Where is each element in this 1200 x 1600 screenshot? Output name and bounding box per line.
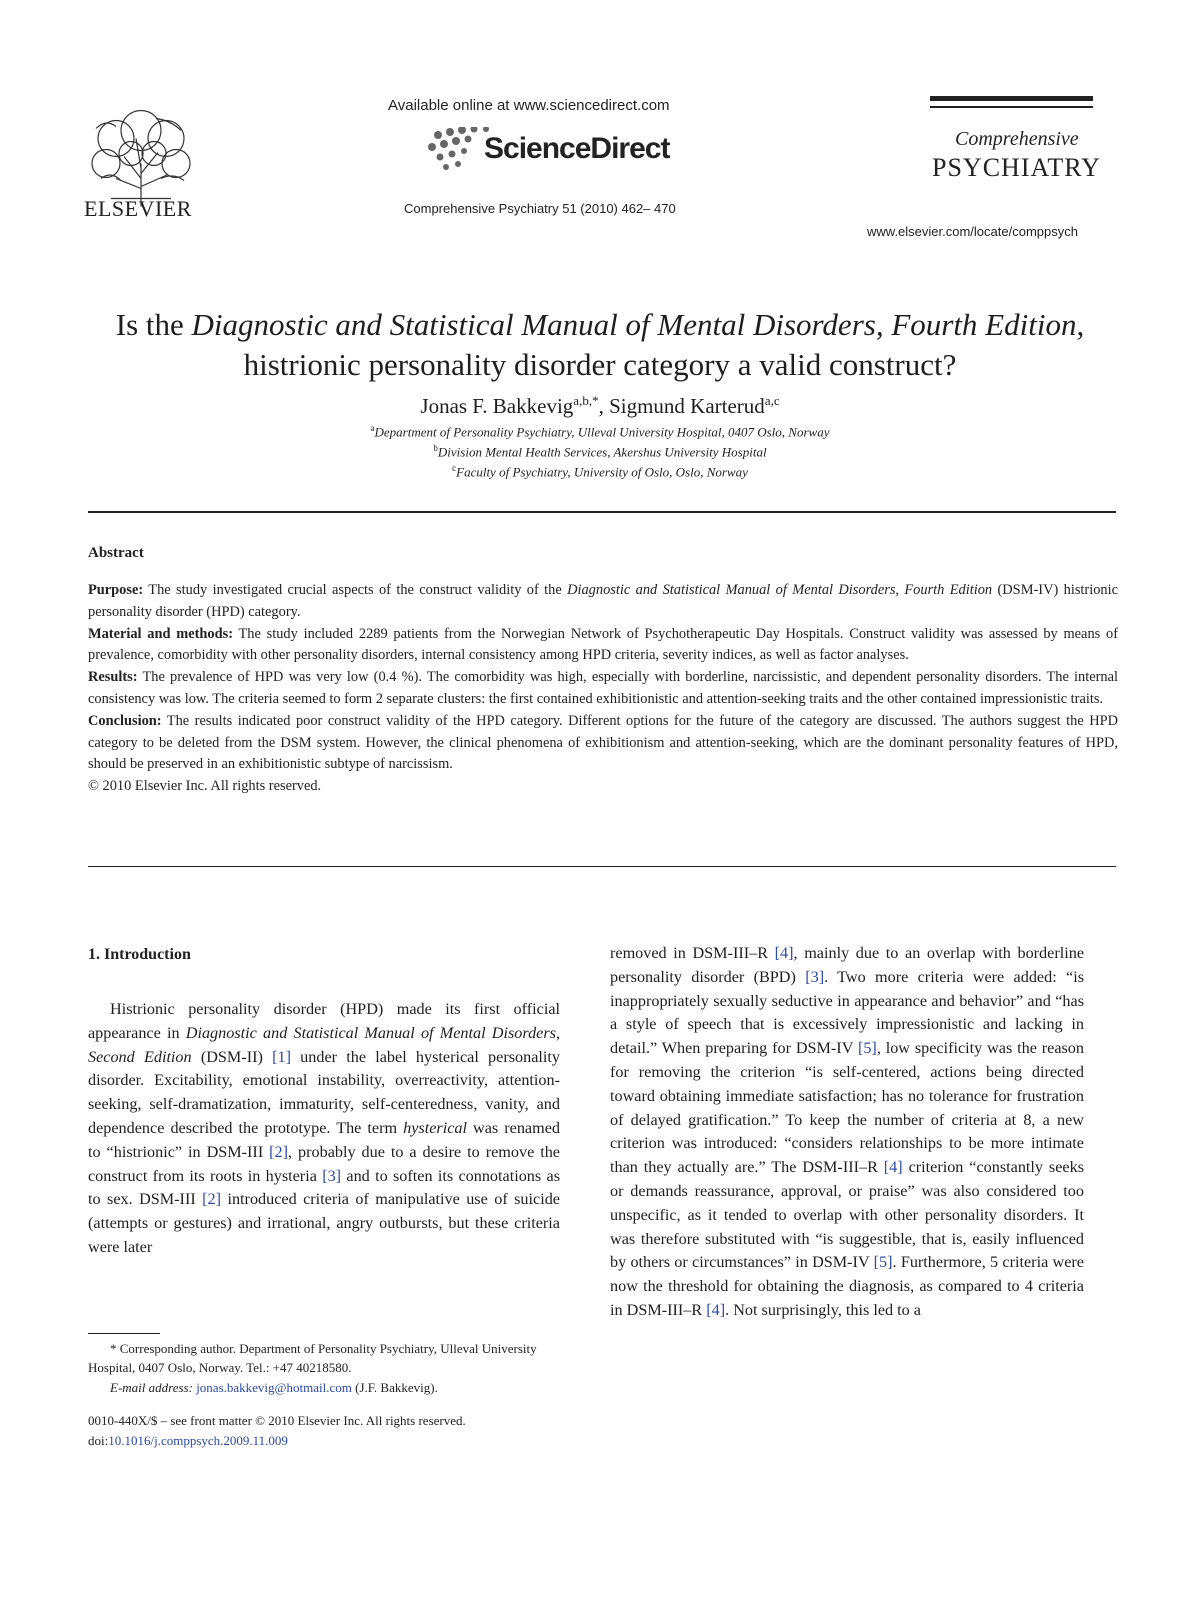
author-name[interactable]: Jonas F. Bakkevig (420, 394, 574, 418)
reference-link[interactable]: [3] (805, 967, 825, 986)
email-footnote: E-mail address: jonas.bakkevig@hotmail.com (J.F. Bakkevig). (110, 1380, 438, 1395)
body-column-left: Histrionic personality disorder (HPD) made its first official appearance in Diagnostic and Statistical Manual of Mental Disorders, Second Edition (DSM-II) [1] under the label hysterical personality disorder. Excitability, emotional instability, overreactivity, attention-seeking, self-dramatization, immaturity, self-centeredness, vanity, and dependence described the prototype. The term hysterical was renamed to “histrionic” in DSM-III [2], probably due to a desire to remove the construct from its roots in hysteria [3] and to soften its connotations as to sex. DSM-III [2] introduced criteria of manipulative use of suicide (attempts or gestures) and irrational, angry outbursts, but these criteria were later (88, 1000, 561, 1256)
reference-link[interactable]: [2] (202, 1190, 222, 1209)
publisher-name: ELSEVIER (84, 196, 192, 221)
journal-citation: Comprehensive Psychiatry 51 (2010) 462– 470 (404, 201, 676, 216)
footnote-rule (88, 1333, 160, 1334)
reference-link[interactable]: [5] (873, 1253, 893, 1272)
sciencedirect-wordmark: ScienceDirect (484, 132, 670, 165)
doi-line: doi:10.1016/j.comppsych.2009.11.009 (88, 1433, 288, 1448)
reference-link[interactable]: [5] (857, 1039, 877, 1058)
author-list: Jonas F. Bakkevig$^{a,b,*}$, Sigmund Karterud$^{a,c}$ (420, 393, 780, 418)
reference-link[interactable]: [3] (322, 1166, 342, 1185)
abstract-text: Purpose: The study investigated crucial aspects of the construct validity of the Diagnostic and Statistical Manual of Mental Disorders, Fourth Edition (DSM-IV) histrionic personality disorder (HPD) category. Material and methods: The study included 2289 patients from the Norwegian Network of Psychotherapeutic Day Hospitals. Construct validity was assessed by means of prevalence, comorbidity with other personality disorders, internal consistency among HPD criteria, severity indices, as well as factor analyses. Results: The prevalence of HPD was very low (0.4 %). The comorbidity was high, especially with borderline, narcissistic, and dependent personality disorders. The internal consistency was low. The criteria seemed to form 2 separate clusters: the first contained exhibitionistic and attention-seeking traits and the other contained impressionistic traits. Conclusion: The results indicated poor construct validity of the HPD category. Different options for the future of the category are discussed. The authors suggest the HPD category to be deleted from the DSM system. However, the clinical phenomena of exhibitionism and attention-seeking, which are the dominant personality features of HPD, should be preserved in an exhibitionistic subtype of narcissism. © 2010 Elsevier Inc. All rights reserved. (88, 580, 1118, 798)
email-link[interactable]: jonas.bakkevig@hotmail.com (196, 1380, 352, 1395)
reference-link[interactable]: [2] (269, 1142, 289, 1161)
section-heading-introduction: 1. Introduction (88, 946, 191, 963)
abstract-top-rule (88, 511, 1116, 513)
affiliation-a: $^a$Department of Personality Psychiatry, Ulleval University Hospital, 0407 Oslo, Norway (370, 423, 830, 440)
journal-name-line2: PSYCHIATRY (932, 153, 1101, 182)
affiliation-b: $^b$Division Mental Health Services, Akershus University Hospital (433, 443, 767, 460)
author-name[interactable]: Sigmund Karterud (609, 394, 765, 418)
doi-link[interactable]: 10.1016/j.comppsych.2009.11.009 (108, 1433, 288, 1448)
corresponding-author-footnote: * Corresponding author. Department of Personality Psychiatry, Ulleval University Hospital, 0407 Oslo, Norway. Tel.: +47 40218580. (88, 1341, 537, 1375)
reference-link[interactable]: [1] (272, 1047, 291, 1066)
reference-link[interactable]: [4] (774, 944, 794, 962)
copyright-notice: © 2010 Elsevier Inc. All rights reserved. (88, 778, 322, 795)
abstract-bottom-rule (88, 866, 1116, 867)
journal-rule-thin (930, 106, 1093, 108)
article-title: Is the Diagnostic and Statistical Manual of Mental Disorders, Fourth Edition, histrionic personality disorder category a valid construct? (115, 307, 1085, 382)
journal-rule-thick (930, 96, 1093, 101)
front-matter-line: 0010-440X/$ – see front matter © 2010 Elsevier Inc. All rights reserved. (88, 1413, 466, 1428)
reference-link[interactable]: [4] (883, 1158, 903, 1177)
journal-url-link[interactable]: www.elsevier.com/locate/comppsych (867, 224, 1078, 239)
available-online-text: Available online at www.sciencedirect.com (388, 97, 670, 114)
journal-name-line1: Comprehensive (955, 128, 1079, 150)
affiliation-c: $^c$Faculty of Psychiatry, University of Oslo, Oslo, Norway (452, 463, 748, 480)
body-column-right: removed in DSM-III–R [4], mainly due to an overlap with borderline personality disorder (BPD) [3]. Two more criteria were added: “is inappropriately sexually seductive in appearance and behavior” and “has a style of speech that is excessively impressionistic and lacking in detail.” When preparing for DSM-IV [5], low specificity was the reason for removing the criterion “is self-centered, actions being directed toward obtaining immediate satisfaction; has no tolerance for frustration of delayed gratification.” To keep the number of criteria at 8, a new criterion was introduced: “considers relationships to be more intimate than they actually are.” The DSM-III–R [4] criterion “constantly seeks or demands reassurance, approval, or praise” was also considered too unspecific, as it tended to overlap with other personality disorders. It was therefore substituted with “is suggestible, that is, easily influenced by others or circumstances” in DSM-IV [5]. Furthermore, 5 criteria were now the threshold for obtaining the diagnosis, as compared to 4 criteria in DSM-III–R [4]. Not surprisingly, this led to a (610, 944, 1085, 1319)
reference-link[interactable]: [4] (706, 1300, 726, 1319)
abstract-heading: Abstract (88, 545, 144, 561)
